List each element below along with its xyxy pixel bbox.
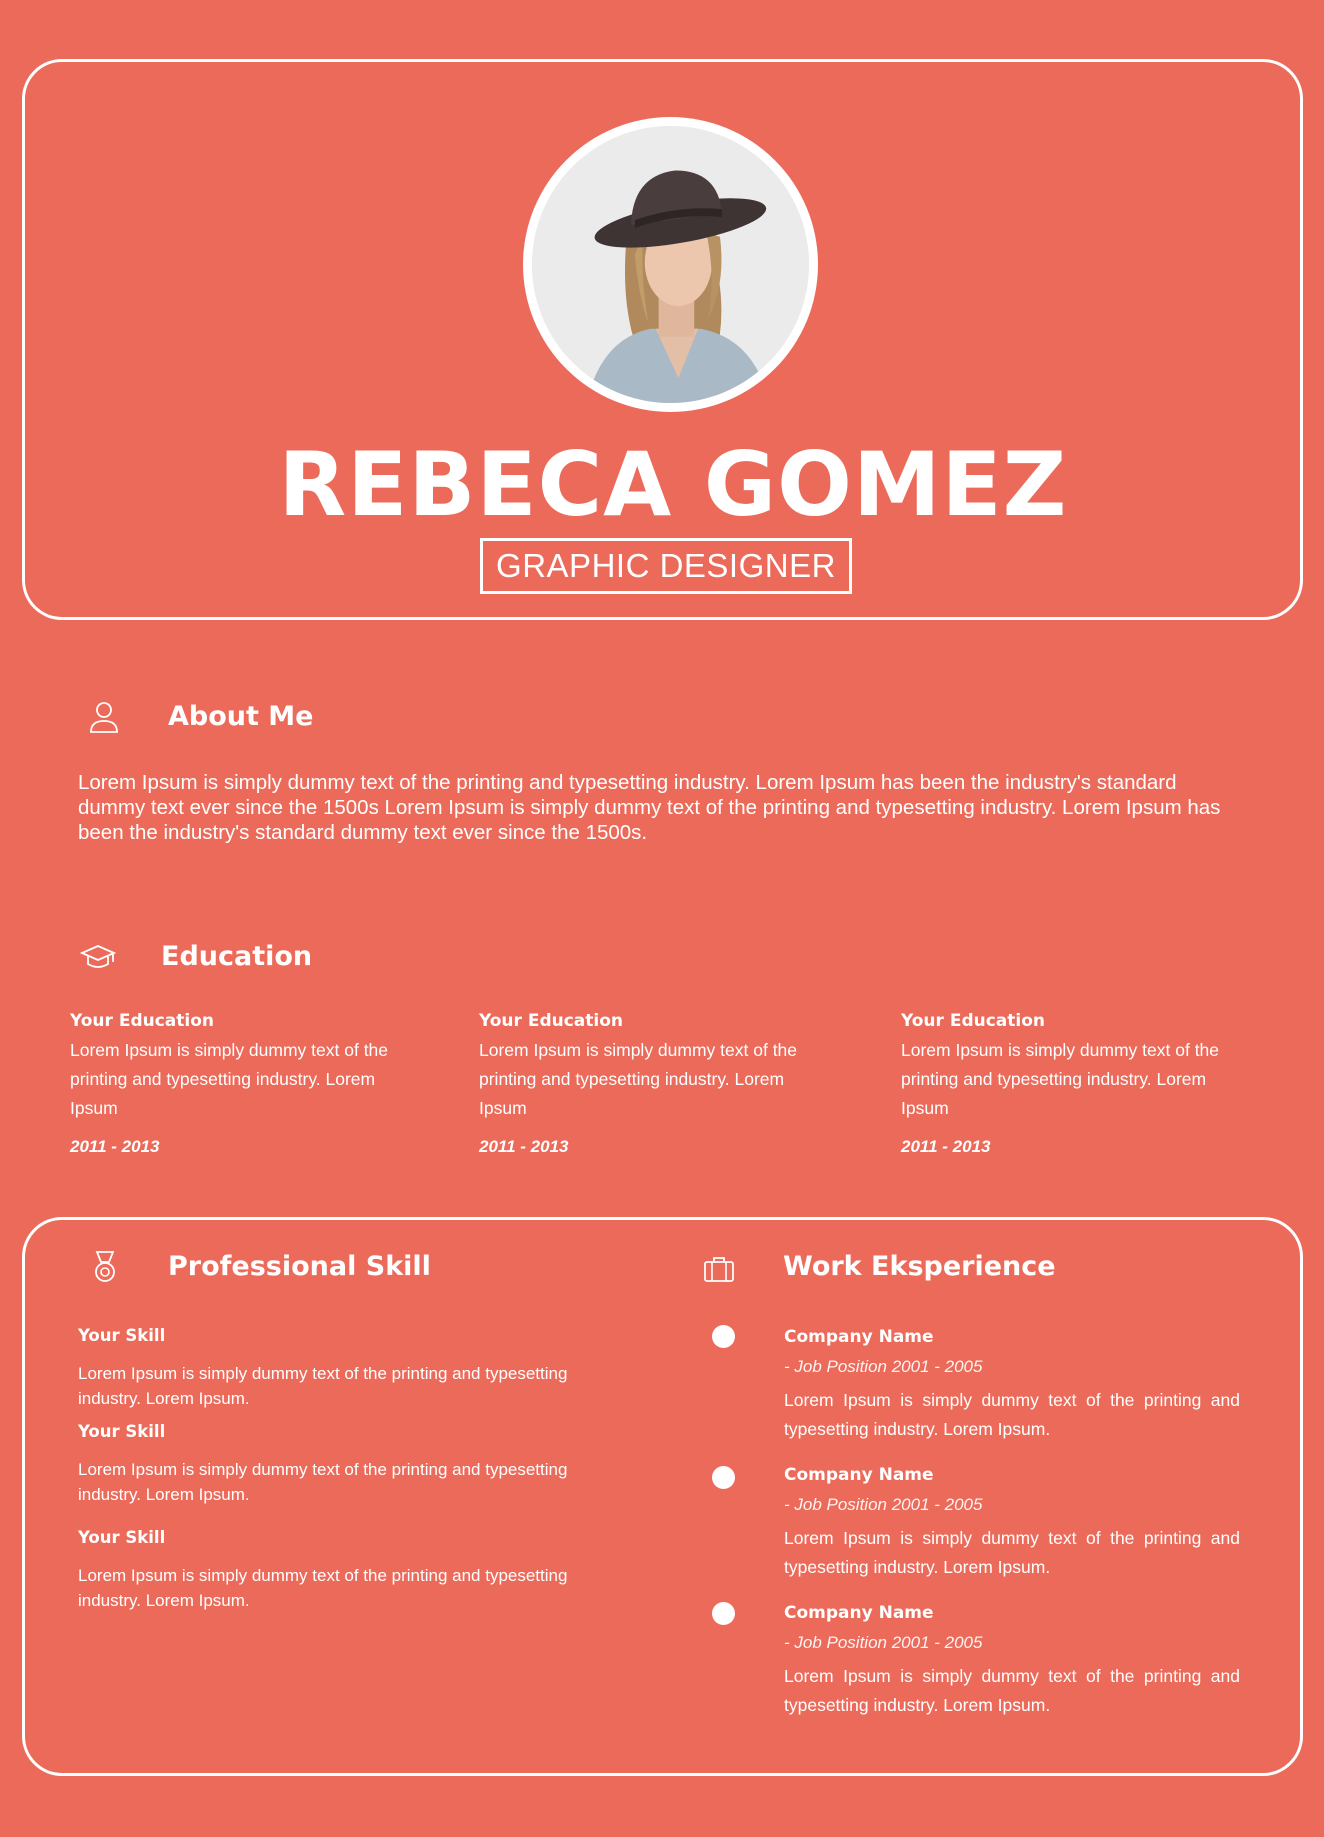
work-item-position: - Job Position 2001 - 2005 xyxy=(784,1495,983,1514)
person-name: REBECA GOMEZ xyxy=(278,433,1068,536)
education-item-text: Lorem Ipsum is simply dummy text of the printing and typesetting industry. Lorem Ipsum xyxy=(901,1040,1220,1118)
work-item-company: Company Name xyxy=(784,1327,934,1347)
skill-item xyxy=(78,1421,598,1507)
about-text: Lorem Ipsum is simply dummy text of the printing and typesetting industry. Lorem Ipsum has been the industry's standard dummy text ever since the 1500s Lorem Ipsum is simply dummy text of the printing and typesetting industry. Lorem Ipsum has been the industry's standard dummy text ever since the 1500s. xyxy=(78,771,1221,844)
work-item-text: Lorem Ipsum is simply dummy text of the printing and typesetting industry. Lorem Ipsum. xyxy=(784,1390,1240,1439)
medal-icon xyxy=(92,1250,118,1284)
education-item-text: Lorem Ipsum is simply dummy text of the printing and typesetting industry. Lorem Ipsum xyxy=(479,1040,798,1118)
skill-item-text: Lorem Ipsum is simply dummy text of the printing and typesetting industry. Lorem Ipsum. xyxy=(78,1460,568,1504)
education-item xyxy=(901,1008,1241,1157)
education-item xyxy=(479,1008,819,1157)
work-title: Work Eksperience xyxy=(783,1251,1056,1282)
work-item xyxy=(784,1602,1240,1720)
education-item-date: 2011 - 2013 xyxy=(901,1137,991,1156)
education-item-title: Your Education xyxy=(70,1011,215,1031)
work-item-position: - Job Position 2001 - 2005 xyxy=(784,1633,983,1652)
education-title: Education xyxy=(161,941,313,972)
skill-item xyxy=(78,1325,598,1411)
education-item-text: Lorem Ipsum is simply dummy text of the printing and typesetting industry. Lorem Ipsum xyxy=(70,1040,389,1118)
graduation-cap-icon xyxy=(80,944,116,972)
work-item xyxy=(784,1464,1240,1582)
timeline-dot xyxy=(712,1466,735,1489)
skills-title: Professional Skill xyxy=(168,1251,431,1282)
work-item-company: Company Name xyxy=(784,1603,934,1623)
profile-photo-illustration xyxy=(532,126,809,403)
timeline-dot xyxy=(712,1602,735,1625)
profile-photo xyxy=(532,126,809,403)
skill-item-text: Lorem Ipsum is simply dummy text of the printing and typesetting industry. Lorem Ipsum. xyxy=(78,1364,568,1408)
skill-item-title: Your Skill xyxy=(78,1326,166,1345)
job-title: GRAPHIC DESIGNER xyxy=(496,547,836,584)
briefcase-icon xyxy=(703,1255,735,1283)
work-item-text: Lorem Ipsum is simply dummy text of the printing and typesetting industry. Lorem Ipsum. xyxy=(784,1528,1240,1577)
about-title: About Me xyxy=(168,701,314,732)
user-icon xyxy=(88,700,120,734)
work-item xyxy=(784,1326,1240,1444)
skill-item xyxy=(78,1527,598,1613)
education-item-date: 2011 - 2013 xyxy=(479,1137,569,1156)
education-item-title: Your Education xyxy=(901,1011,1046,1031)
work-item-company: Company Name xyxy=(784,1465,934,1485)
skill-item-title: Your Skill xyxy=(78,1422,166,1441)
timeline-dot xyxy=(712,1325,735,1348)
skill-item-text: Lorem Ipsum is simply dummy text of the printing and typesetting industry. Lorem Ipsum. xyxy=(78,1566,568,1610)
work-item-position: - Job Position 2001 - 2005 xyxy=(784,1357,983,1376)
job-title-badge xyxy=(480,538,852,594)
skill-item-title: Your Skill xyxy=(78,1528,166,1547)
avatar xyxy=(523,117,818,412)
education-item xyxy=(70,1008,410,1157)
education-item-date: 2011 - 2013 xyxy=(70,1137,160,1156)
education-item-title: Your Education xyxy=(479,1011,624,1031)
work-item-text: Lorem Ipsum is simply dummy text of the printing and typesetting industry. Lorem Ipsum. xyxy=(784,1666,1240,1715)
